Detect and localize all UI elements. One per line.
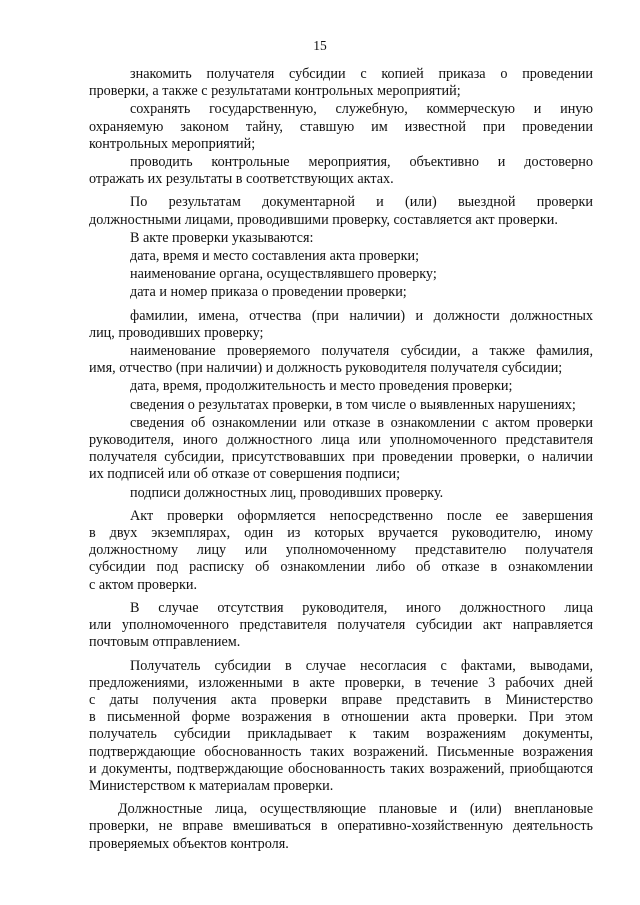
text-line: проверки, не вправе вмешиваться в оперативно-хозяйственную деятельность [89,818,593,835]
text-line: дата и номер приказа о проведении проверки; [130,284,407,301]
text-line: в письменной форме возражения в отношении акта проверки. При этом [89,709,593,726]
paragraph [89,600,593,652]
text-line: отражать их результаты в соответствующих актах. [89,171,394,188]
text-line: получатель субсидии прикладывает к таким возражениям документы, [89,726,593,743]
text-line: Должностные лица, осуществляющие плановые и (или) внеплановые [118,801,593,818]
text-line: знакомить получателя субсидии с копией приказа о проведении [130,66,593,82]
paragraph [89,154,593,188]
text-line: проводить контрольные мероприятия, объективно и достоверно [130,154,593,171]
text-line: субсидии под расписку об ознакомлении либо об отказе в ознакомлении [89,559,593,576]
text-line: сведения об ознакомлении или отказе в ознакомлении с актом проверки [130,414,593,431]
text-line: с актом проверки. [89,576,198,593]
paragraph [89,230,593,247]
text-line: охраняемую законом тайну, ставшую им известной при проведении [89,118,593,135]
paragraph [89,801,593,853]
text-line: Министерством к материалам проверки. [89,777,334,794]
document-body [89,66,593,854]
text-line: имя, отчество (при наличии) и должность руководителя получателя субсидии; [89,360,563,377]
text-line: В случае отсутствия руководителя, иного должностного лица [130,599,593,616]
text-line: руководителя, иного должностного лица или уполномоченного представителя [89,432,593,449]
paragraph [89,308,593,342]
text-line: сохранять государственную, служебную, коммерческую и иную [130,101,593,118]
text-line: подписи должностных лиц, проводивших проверку. [130,484,444,501]
paragraph [89,658,593,796]
text-line: подтверждающие обоснованность таких возражений. Письменные возражения [89,743,593,760]
text-line: должностными лицами, проводившими проверку, составляется акт проверки. [89,211,558,228]
text-line: наименование органа, осуществлявшего проверку; [130,266,437,283]
text-line: Акт проверки оформляется непосредственно после ее завершения [130,507,593,524]
text-line: с даты получения акта проверки вправе представить в Министерство [89,691,593,708]
text-line: дата, время, продолжительность и место проведения проверки; [130,378,513,395]
paragraph [89,485,593,502]
text-line: дата, время и место составления акта проверки; [130,248,420,265]
paragraph [89,66,593,100]
text-line: получателя субсидии, присутствовавших при проведении проверки, о наличии [89,449,593,466]
paragraph [89,378,593,395]
text-line: сведения о результатах проверки, в том числе о выявленных нарушениях; [130,396,576,413]
paragraph [89,397,593,414]
text-line: лиц, проводивших проверку; [89,324,264,341]
text-line: должностному лицу или уполномоченному представителю получателя [89,542,593,559]
paragraph [89,508,593,594]
text-line: их подписей или об отказе от совершения подписи; [89,466,401,483]
paragraph [89,266,593,283]
paragraph [89,101,593,153]
text-line: проверки, а также с результатами контрольных мероприятий; [89,83,461,100]
text-line: фамилии, имена, отчества (при наличии) и должности должностных [130,307,593,324]
text-line: в двух экземплярах, один из которых вручается руководителю, иному [89,525,593,542]
text-line: и документы, подтверждающие обоснованность таких возражений, приобщаются [89,760,593,777]
text-line: Получатель субсидии в случае несогласия с фактами, выводами, [130,657,593,674]
text-line: По результатам документарной и (или) выездной проверки [130,194,593,211]
paragraph [89,194,593,228]
paragraph [89,284,593,301]
text-line: В акте проверки указываются: [130,229,314,246]
text-line: почтовым отправлением. [89,634,241,651]
text-line: проверяемых объектов контроля. [89,835,289,852]
text-line: наименование проверяемого получателя субсидии, а также фамилия, [130,343,593,360]
paragraph [89,343,593,377]
paragraph [89,248,593,265]
text-line: контрольных мероприятий; [89,135,256,152]
page-number: 15 [313,38,327,53]
text-line: предложениями, изложенными в акте проверки, в течение 3 рабочих дней [89,674,593,691]
text-line: или уполномоченного представителя получателя субсидии акт направляется [89,617,593,634]
paragraph [89,415,593,484]
